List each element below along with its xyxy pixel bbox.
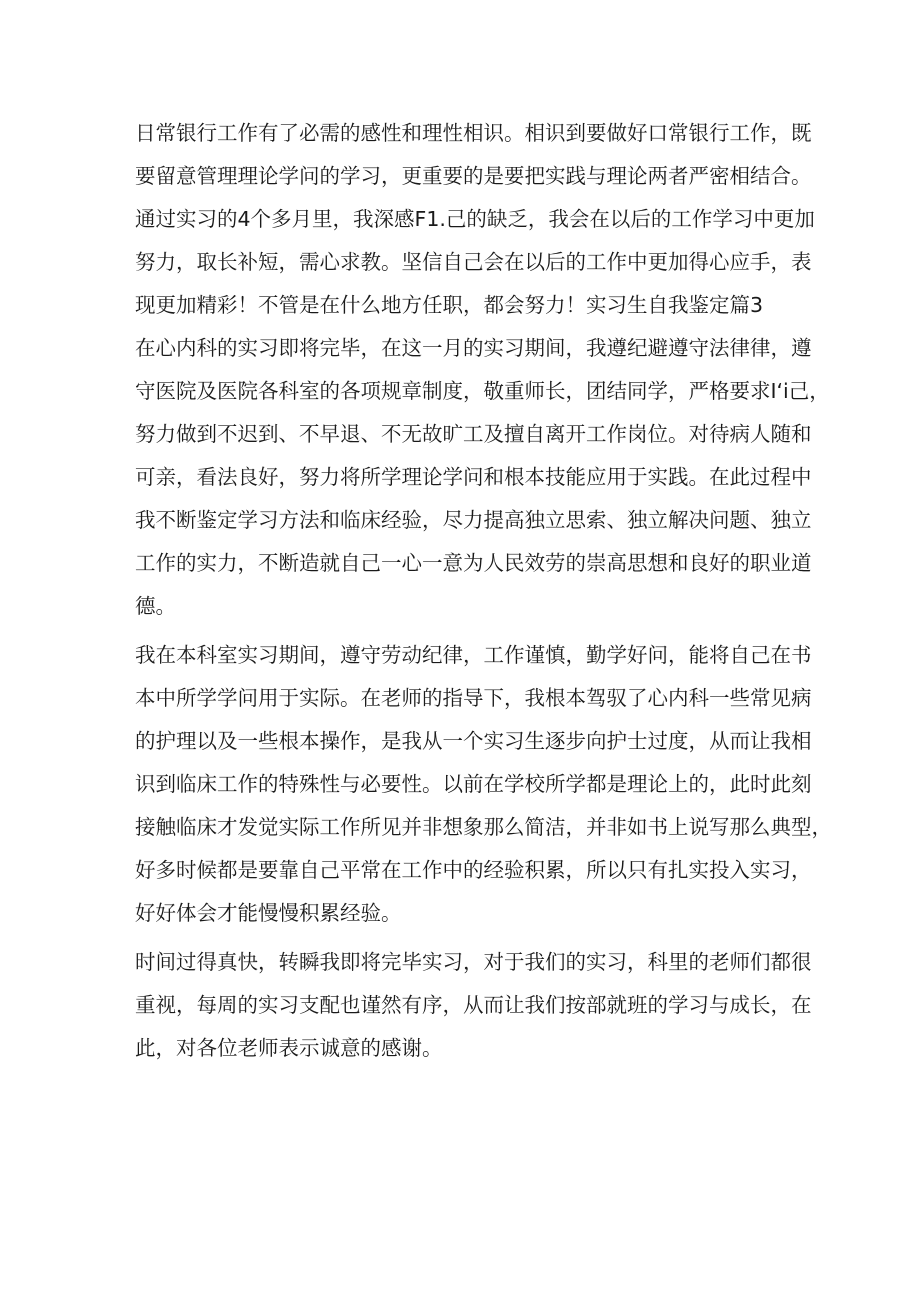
paragraph	[135, 634, 832, 935]
text-line: 接触临床才发觉实际工作所见并非想象那么简洁，并非如书上说写那么典型，	[135, 815, 832, 839]
text-line: 努力，取长补短，需心求教。坚信自己会在以后的工作中更加得心应手，表	[135, 250, 812, 274]
text-line: 在心内科的实习即将完毕，在这一月的实习期间，我遵纪避遵守法律律，遵	[135, 336, 812, 360]
text-line: 现更加精彩！不管是在什么地方任职，都会努力！实习生自我鉴定篇3	[135, 293, 764, 317]
text-line: 好好体会才能慢慢积累经验。	[135, 901, 402, 925]
text-line: 要留意管理理论学问的学习，更重要的是要把实践与理论两者严密相结合。	[135, 164, 812, 188]
paragraph	[135, 112, 815, 327]
text-line: 此，对各位老师表示诚意的感谢。	[135, 1036, 443, 1060]
text-line: 重视，每周的实习支配也谨然有序，从而让我们按部就班的学习与成长，在	[135, 993, 812, 1017]
text-line: 工作的实力，不断造就自己一心一意为人民效劳的崇高思想和良好的职业道	[135, 551, 812, 575]
document-body	[135, 112, 832, 1070]
text-line: 可亲，看法良好，努力将所学理论学问和根本技能应用于实践。在此过程中	[135, 465, 812, 489]
text-line: 我不断鉴定学习方法和临床经验，尽力提高独立思索、独立解决问题、独立	[135, 508, 812, 532]
text-line: 时间过得真快，转瞬我即将完毕实习，对于我们的实习，科里的老师们都很	[135, 950, 812, 974]
text-line: 识到临床工作的特殊性与必要性。以前在学校所学都是理论上的，此时此刻	[135, 772, 812, 796]
text-line: 我在本科室实习期间，遵守劳动纪律，工作谨慎，勤学好问，能将自己在书	[135, 643, 812, 667]
paragraph	[135, 327, 830, 628]
text-line: 好多时候都是要靠自己平常在工作中的经验积累，所以只有扎实投入实习，	[135, 858, 812, 882]
text-line: 通过实习的4个多月里，我深感F1.己的缺乏，我会在以后的工作学习中更加	[135, 207, 815, 231]
text-line: 本中所学学问用于实际。在老师的指导下，我根本驾驭了心内科一些常见病	[135, 686, 812, 710]
text-line: 德。	[135, 594, 176, 618]
paragraph	[135, 941, 812, 1070]
text-line: 努力做到不迟到、不早退、不无故旷工及擅自离开工作岗位。对待病人随和	[135, 422, 812, 446]
text-line: 日常银行工作有了必需的感性和理性相识。相识到要做好口常银行工作，既	[135, 121, 812, 145]
text-line: 守医院及医院各科室的各项规章制度，敬重师长，团结同学，严格要求I‘i己，	[135, 379, 830, 403]
text-line: 的护理以及一些根本操作，是我从一个实习生逐步向护士过度，从而让我相	[135, 729, 812, 753]
